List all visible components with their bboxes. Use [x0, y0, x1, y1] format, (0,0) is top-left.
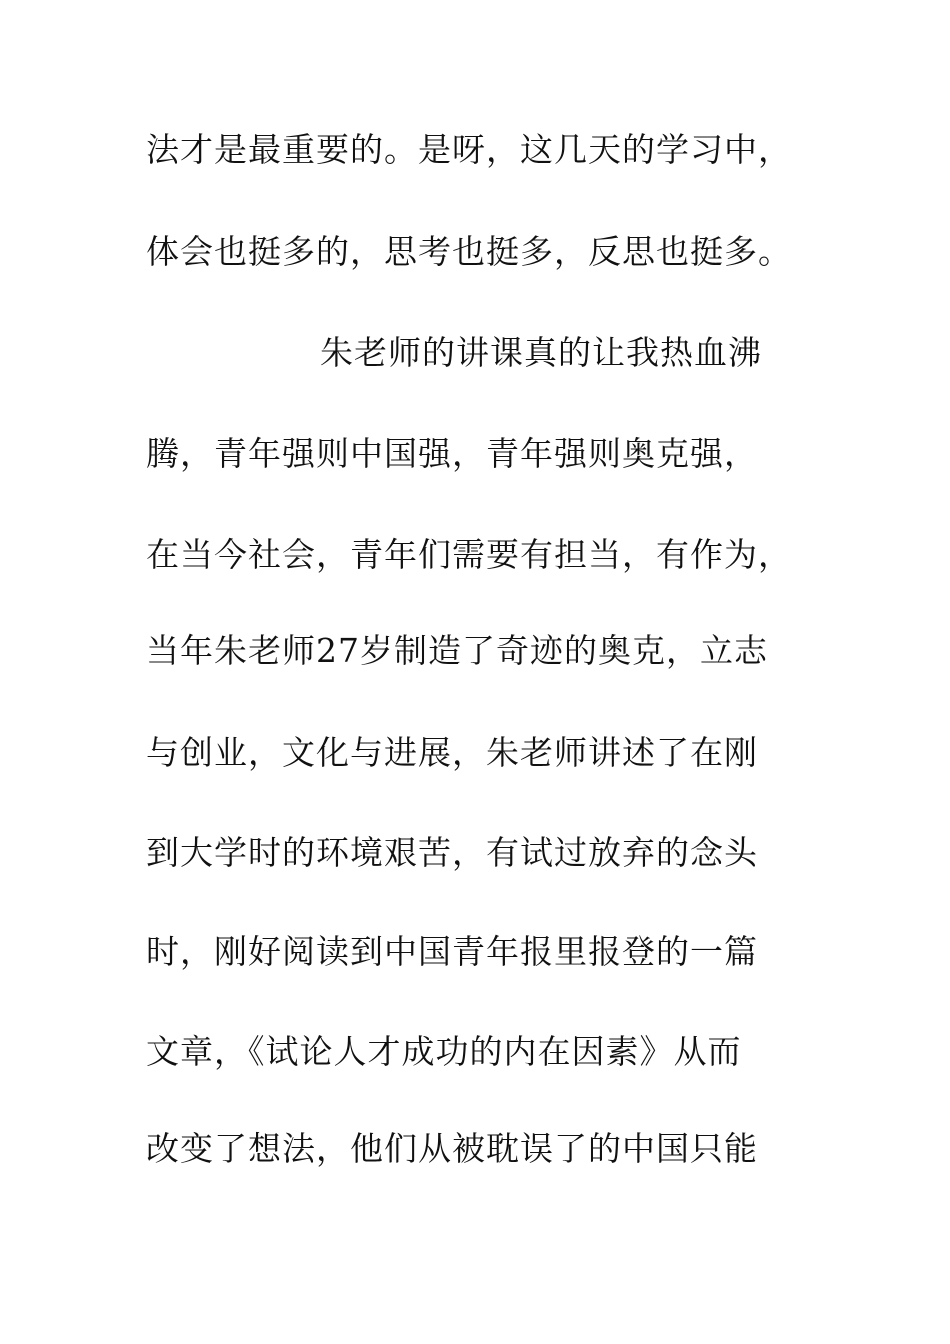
paragraph-start-line: 朱老师的讲课真的让我热血沸 — [320, 333, 762, 372]
text-line-1: 法才是最重要的。是呀，这几天的学习中， — [146, 130, 792, 169]
text-line-6: 当年朱老师27岁制造了奇迹的奥克，立志 — [146, 631, 768, 670]
text-line-4: 腾，青年强则中国强，青年强则奥克强， — [146, 434, 758, 473]
text-line-10: 文章，《试论人才成功的内在因素》从而 — [146, 1032, 742, 1071]
text-line-9: 时，刚好阅读到中国青年报里报登的一篇 — [146, 932, 758, 971]
text-line-8: 到大学时的环境艰苦，有试过放弃的念头 — [146, 833, 758, 872]
text-line-2: 体会也挺多的，思考也挺多，反思也挺多。 — [146, 232, 792, 271]
text-line-11: 改变了想法，他们从被耽误了的中国只能 — [146, 1129, 758, 1168]
text-line-5: 在当今社会，青年们需要有担当，有作为， — [146, 535, 792, 574]
text-line-7: 与创业，文化与进展，朱老师讲述了在刚 — [146, 733, 758, 772]
